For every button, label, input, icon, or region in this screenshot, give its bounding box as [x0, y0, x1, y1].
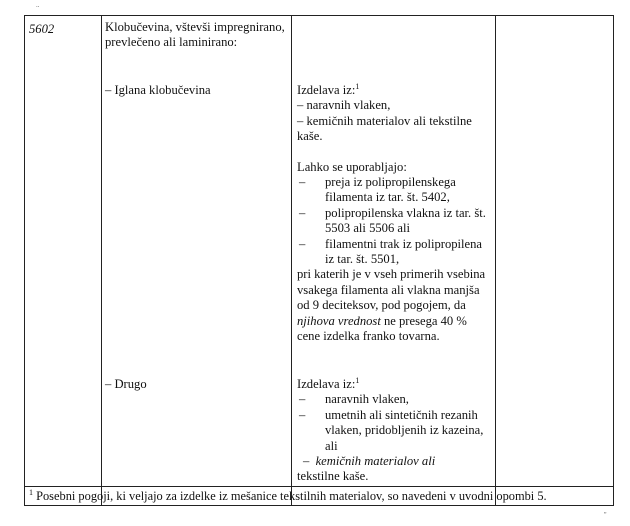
footnote-separator: [25, 486, 613, 487]
rule-line: – naravnih vlaken,: [297, 98, 391, 113]
scan-mark-top: ..: [36, 1, 40, 9]
heading-code: 5602: [29, 22, 55, 36]
other-item-last: – kemičnih materialov ali: [303, 454, 436, 469]
other-item: – umetnih ali sintetičnih rezanih vlaken, pridobljenih iz kazeina, ali: [297, 408, 492, 454]
column-divider-1: [101, 16, 102, 505]
allowed-intro: Lahko se uporabljajo:: [297, 159, 407, 174]
heading-description: Klobučevina, vštevši impregnirano, prevlečeno ali laminirano:: [105, 20, 285, 50]
allowed-item: – polipropilenska vlakna iz tar. št. 5503 ali 5506 ali: [297, 206, 492, 237]
other-item-tail: tekstilne kaše.: [297, 469, 369, 484]
item-needle-felt-label: – Iglana klobučevina: [105, 83, 211, 97]
allowed-item: – filamentni trak iz polipropilena iz tar. št. 5501,: [297, 237, 492, 268]
scan-mark-bottom: '': [604, 511, 607, 519]
rule-intro: Izdelava iz:$^1$: [297, 82, 360, 97]
footnote-marker: 1: [29, 488, 33, 497]
item-needle-felt-rule: [297, 83, 492, 345]
column-divider-2: [291, 16, 292, 505]
other-item: – naravnih vlaken,: [297, 392, 492, 407]
column-divider-3: [495, 16, 496, 505]
footnote: $^1$ Posebni pogoji, ki veljajo za izdelke iz mešanice tekstilnih materialov, so navedeni v uvodni opombi 5.: [29, 488, 547, 503]
allowed-list: [297, 175, 492, 267]
rule-intro: Izdelava iz:$^1$: [297, 376, 360, 391]
footnote-ref: 1: [355, 82, 360, 91]
other-list: [297, 392, 492, 454]
condition-text: pri katerih je v vseh primerih vsebina vsakega filamenta ali vlakna manjša od 9 deciteksov, pod pogojem, da njihova vrednost ne presega 40 % cene izdelka franko tovarna.: [297, 267, 486, 344]
allowed-item: – preja iz polipropilenskega filamenta iz tar. št. 5402,: [297, 175, 492, 206]
footnote-ref: 1: [355, 376, 360, 385]
item-other-rule: [297, 377, 492, 485]
item-other-label: – Drugo: [105, 377, 147, 391]
rule-line: – kemičnih materialov ali tekstilne kaše.: [297, 113, 472, 144]
rules-table: [24, 15, 614, 506]
